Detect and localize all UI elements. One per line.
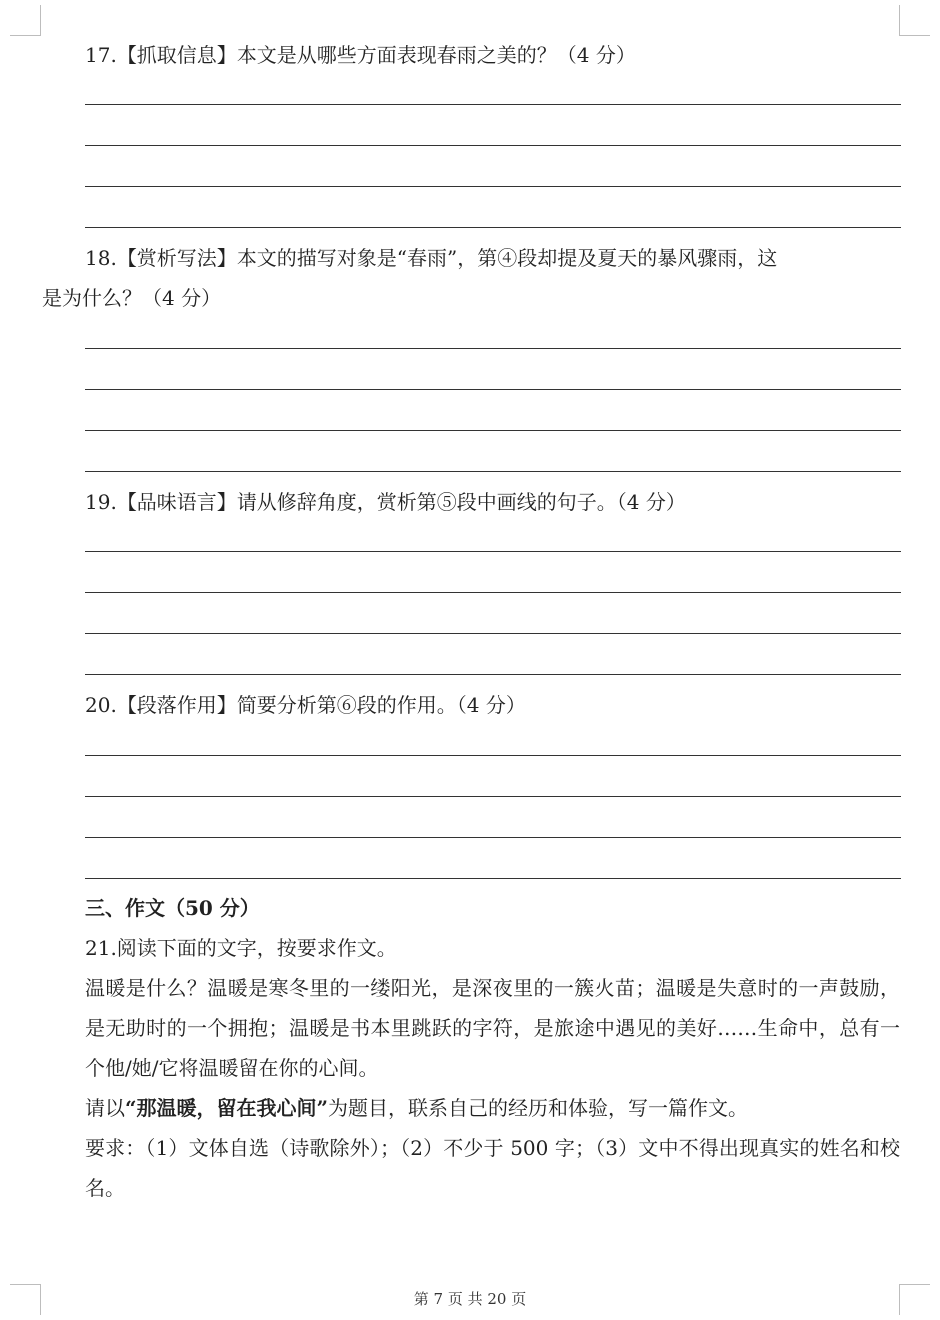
section-heading: 三、作文（50 分） [85, 896, 260, 920]
page-number: 第 7 页 共 20 页 [413, 1290, 527, 1308]
essay-requirements: 要求：（1）文体自选（诗歌除外）；（2）不少于 500 字；（3）文中不得出现真实的姓名和校名。 [85, 1136, 900, 1200]
answer-line[interactable] [85, 471, 901, 472]
answer-line[interactable] [85, 389, 901, 390]
essay-prompt-paragraph: 温暖是什么？温暖是寒冬里的一缕阳光，是深夜里的一簇火苗；温暖是失意时的一声鼓励，是无助时的一个拥抱；温暖是书本里跳跃的字符，是旅途中遇见的美好……生命中，总有一个他/她/它将温暖留在你的心间。 [85, 976, 900, 1080]
answer-line[interactable] [85, 227, 901, 228]
crop-mark-top-right [899, 5, 930, 36]
answer-line[interactable] [85, 878, 901, 879]
question-text: 本文是从哪些方面表现春雨之美的？（4 分） [236, 43, 636, 67]
answer-line[interactable] [85, 145, 901, 146]
question-tag: 【抓取信息】 [116, 43, 237, 67]
question-text-continued: 是为什么？（4 分） [42, 286, 222, 310]
answer-line[interactable] [85, 348, 901, 349]
question-tag: 【段落作用】 [116, 693, 237, 717]
question-text: 本文的描写对象是“春雨”，第④段却提及夏天的暴风骤雨，这 [236, 246, 778, 270]
question-number: 19. [85, 490, 117, 514]
answer-line[interactable] [85, 186, 901, 187]
question-text: 简要分析第⑥段的作用。（4 分） [236, 693, 526, 717]
answer-line[interactable] [85, 104, 901, 105]
essay-section [42, 888, 900, 1208]
question-tag: 【赏析写法】 [116, 246, 237, 270]
question-21: 21.阅读下面的文字，按要求作文。 [85, 936, 397, 960]
answer-line[interactable] [85, 755, 901, 756]
question-20 [42, 685, 900, 725]
question-19 [42, 482, 900, 522]
question-text: 请从修辞角度，赏析第⑤段中画线的句子。（4 分） [236, 490, 686, 514]
crop-mark-top-left [10, 5, 41, 36]
question-number: 20. [85, 693, 117, 717]
question-number: 18. [85, 246, 117, 270]
question-18 [42, 238, 900, 318]
essay-title-instruction [42, 1088, 900, 1128]
answer-line[interactable] [85, 430, 901, 431]
question-tag: 【品味语言】 [116, 490, 237, 514]
answer-line[interactable] [85, 674, 901, 675]
instruction-suffix: 为题目，联系自己的经历和体验，写一篇作文。 [328, 1096, 749, 1120]
answer-line[interactable] [85, 551, 901, 552]
answer-line[interactable] [85, 592, 901, 593]
answer-line[interactable] [85, 633, 901, 634]
instruction-prefix: 请以 [85, 1096, 125, 1120]
question-17 [42, 35, 900, 75]
answer-line[interactable] [85, 796, 901, 797]
essay-title: “那温暖，留在我心间” [125, 1096, 329, 1120]
question-number: 17. [85, 43, 117, 67]
answer-line[interactable] [85, 837, 901, 838]
